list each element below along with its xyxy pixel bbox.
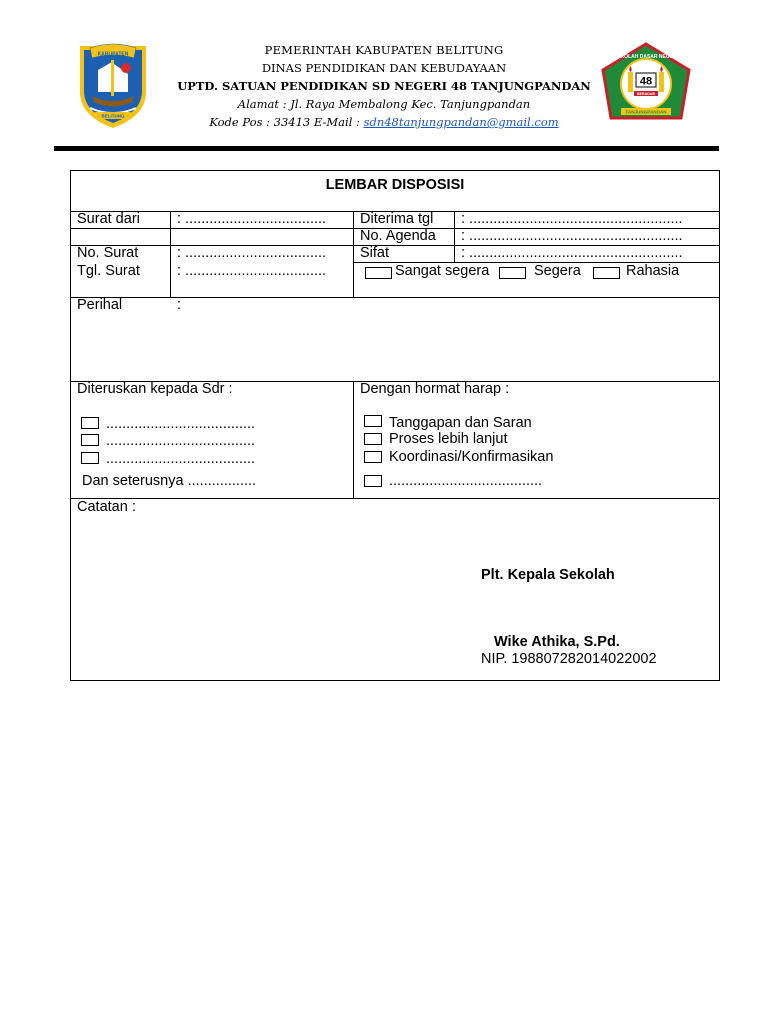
checkbox-diteruskan-3[interactable] <box>81 452 99 464</box>
field-diteruskan-3[interactable]: ..................................... <box>106 451 256 467</box>
email-link[interactable]: sdn48tanjungpandan@gmail.com <box>363 115 559 129</box>
option-rahasia: Rahasia <box>626 263 680 279</box>
contact-prefix: Kode Pos : 33413 E-Mail : <box>209 115 364 129</box>
checkbox-diteruskan-2[interactable] <box>81 434 99 446</box>
field-no-surat[interactable]: : ................................... <box>177 245 327 261</box>
svg-text:BERADAB: BERADAB <box>637 92 655 96</box>
label-diterima-tgl: Diterima tgl <box>360 211 434 227</box>
checkbox-segera[interactable] <box>499 267 526 279</box>
letterhead-contact <box>0 115 768 129</box>
option-segera: Segera <box>534 263 581 279</box>
checkbox-diteruskan-1[interactable] <box>81 417 99 429</box>
option-koordinasi: Koordinasi/Konfirmasikan <box>389 449 554 465</box>
label-diteruskan: Diteruskan kepada Sdr : <box>77 381 233 397</box>
svg-text:BELITUNG: BELITUNG <box>101 113 125 119</box>
divider <box>353 211 354 297</box>
divider <box>70 498 720 499</box>
letterhead-divider <box>54 146 719 151</box>
field-diteruskan-1[interactable]: ..................................... <box>106 416 256 432</box>
divider <box>70 297 720 298</box>
signatory-title: Plt. Kepala Sekolah <box>481 567 615 583</box>
perihal-colon: : <box>177 297 182 313</box>
field-no-agenda[interactable]: : ..................................................... <box>461 228 683 244</box>
divider <box>353 381 354 498</box>
divider <box>170 211 171 297</box>
letterhead-government: PEMERINTAH KABUPATEN BELITUNG <box>264 43 504 57</box>
signatory-nip: NIP. 198807282014022002 <box>481 651 657 667</box>
label-catatan: Catatan : <box>77 499 136 515</box>
label-surat-dari: Surat dari <box>77 211 140 227</box>
option-sangat-segera: Sangat segera <box>395 263 490 279</box>
letterhead-address: Alamat : Jl. Raya Membalong Kec. Tanjungpandan <box>237 97 531 111</box>
dan-seterusnya: Dan seterusnya ................. <box>82 473 257 489</box>
svg-text:SEKOLAH DASAR NEGERI: SEKOLAH DASAR NEGERI <box>613 54 679 60</box>
checkbox-koordinasi[interactable] <box>364 451 382 463</box>
letterhead-school: UPTD. SATUAN PENDIDIKAN SD NEGERI 48 TANJUNGPANDAN <box>177 79 591 93</box>
form-title: LEMBAR DISPOSISI <box>325 177 465 193</box>
checkbox-rahasia[interactable] <box>593 267 620 279</box>
field-diterima-tgl[interactable]: : ..................................................... <box>461 211 683 227</box>
option-tanggapan: Tanggapan dan Saran <box>389 415 532 431</box>
checkbox-lainnya[interactable] <box>364 475 382 487</box>
label-no-surat: No. Surat <box>77 245 139 261</box>
option-proses: Proses lebih lanjut <box>389 431 508 447</box>
checkbox-proses[interactable] <box>364 433 382 445</box>
svg-text:48: 48 <box>639 75 653 88</box>
label-sifat: Sifat <box>360 245 390 261</box>
signatory-name: Wike Athika, S.Pd. <box>494 634 620 650</box>
label-no-agenda: No. Agenda <box>360 228 436 244</box>
field-surat-dari[interactable]: : ................................... <box>177 211 327 227</box>
label-dengan-hormat: Dengan hormat harap : <box>360 381 510 397</box>
label-perihal: Perihal <box>77 297 123 313</box>
divider <box>454 211 455 262</box>
field-lainnya[interactable]: ...................................... <box>389 473 543 489</box>
letterhead-department: DINAS PENDIDIKAN DAN KEBUDAYAAN <box>261 61 507 75</box>
svg-text:KABUPATEN: KABUPATEN <box>97 51 129 58</box>
field-diteruskan-2[interactable]: ..................................... <box>106 433 256 449</box>
field-sifat[interactable]: : ..................................................... <box>461 245 683 261</box>
field-tgl-surat[interactable]: : ................................... <box>177 263 327 279</box>
checkbox-sangat-segera[interactable] <box>365 267 392 279</box>
checkbox-tanggapan[interactable] <box>364 415 382 427</box>
svg-text:TANJUNGPANDAN: TANJUNGPANDAN <box>625 109 667 115</box>
label-tgl-surat: Tgl. Surat <box>77 263 140 279</box>
